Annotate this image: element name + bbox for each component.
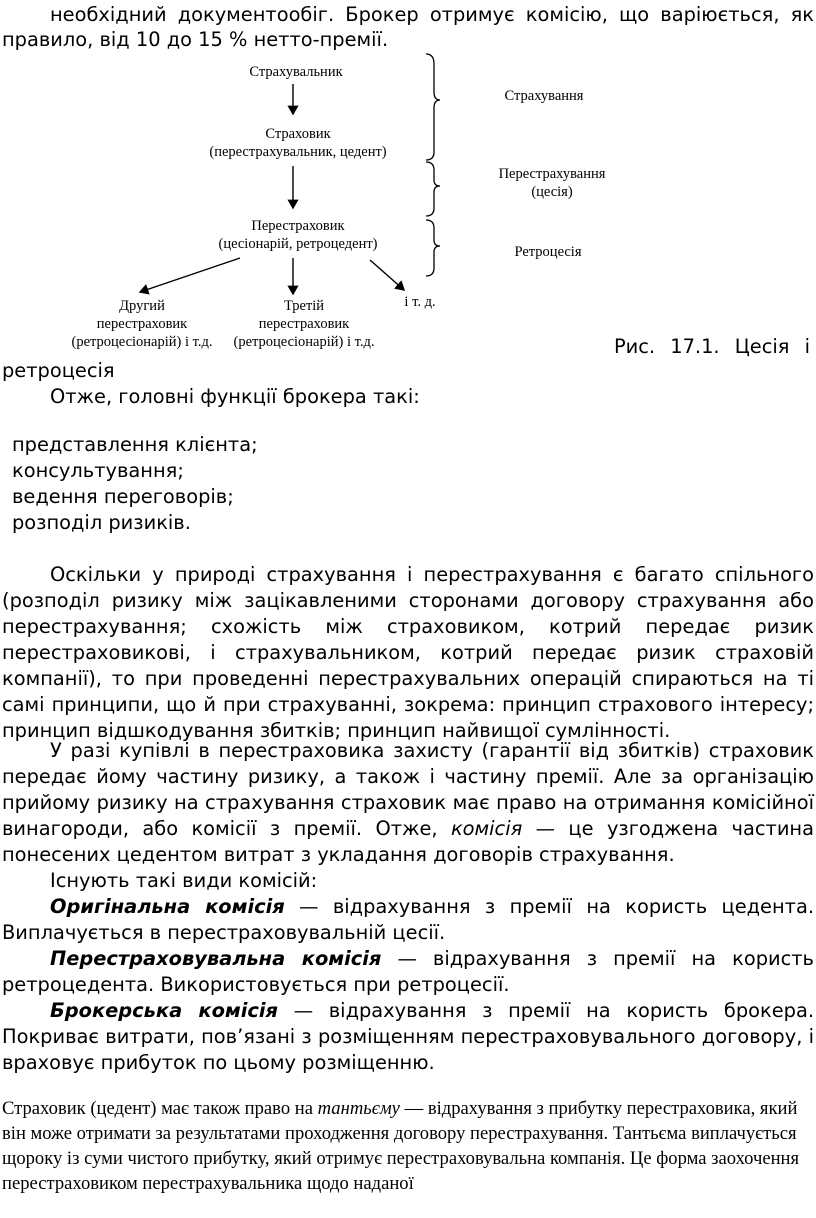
node-second-l2: перестраховик <box>96 316 188 332</box>
label-insurance: Страхування <box>504 88 584 104</box>
commission-type-original: Оригінальна комісія — відрахування з премії на користь цедента. Виплачується в перестраховувальній цесії. <box>2 895 814 944</box>
brace-reinsurance <box>426 162 440 216</box>
node-third-l1: Третій <box>283 298 325 314</box>
intro-line-1: необхідний документообіг. Брокер отримує комісію, що варіюється, як <box>50 3 814 26</box>
label-cession: (цесія) <box>531 184 573 200</box>
node-reinsurer-subtitle: (цесіонарій, ретроцедент) <box>218 236 378 252</box>
figure-caption-continued: ретроцесія <box>2 359 115 382</box>
functions-intro: Отже, головні функції брокера такі: <box>50 385 420 408</box>
label-retrocession: Ретроцесія <box>514 244 582 260</box>
arrow-to-etc <box>370 260 404 290</box>
cession-diagram <box>0 48 816 360</box>
term-commission: комісія <box>450 817 523 840</box>
paragraph-tantieme: Страховик (цедент) має також право на тантьєму — відрахування з прибутку перестраховика, який він може отримати за результатами проходження договору перестрахування. Тантьєма виплачується щороку із суми чистого прибутку, який отримує перестраховувальна компанія. Це форма заохочення перестраховиком перестрахувальника щодо наданої <box>2 1098 800 1194</box>
brace-insurance <box>426 54 440 160</box>
broker-functions-list <box>12 432 258 536</box>
brace-retrocession <box>426 220 440 276</box>
commission-types-intro: Існують такі види комісій: <box>50 869 318 892</box>
node-third-l3: (ретроцесіонарій) і т.д. <box>233 334 375 350</box>
list-item: консультування; <box>12 459 184 482</box>
node-insurer-title: Страховик <box>265 126 331 142</box>
commission-type-broker: Брокерська комісія — відрахування з премії на користь брокера. Покриває витрати, пов’язані з розміщенням перестраховувального договору, і враховує прибуток по цьому розміщенню. <box>2 999 815 1074</box>
term-tantieme: тантьєму <box>317 1098 400 1119</box>
node-reinsurer-title: Перестраховик <box>251 218 345 234</box>
figure-caption: Рис. 17.1. Цесія і <box>613 335 810 358</box>
list-item: розподіл ризиків. <box>12 511 191 534</box>
node-second-l3: (ретроцесіонарій) і т.д. <box>71 334 213 350</box>
paragraph-commission: У разі купівлі в перестраховика захисту (гарантії від збитків) страховик передає йому частину ризику, а також і частину премії. Але за організацію прийому ризику на страхування страховик має право на отримання комісійної винагороди, або комісії з премії. Отже, комісія — це узгоджена частина понесених цедентом витрат з укладання договорів страхування. <box>2 739 814 866</box>
commission-type-reinsurance: Перестраховувальна комісія — відрахування з премії на користь ретроцедента. Використовується при ретроцесії. <box>2 947 814 996</box>
list-item: ведення переговорів; <box>12 485 234 508</box>
list-item: представлення клієнта; <box>12 433 258 456</box>
node-insurer-subtitle: (перестрахувальник, цедент) <box>209 144 387 160</box>
node-third-l2: перестраховик <box>258 316 350 332</box>
node-insured: Страхувальник <box>249 64 343 80</box>
intro-line-2: правило, від 10 до 15 % нетто-премії. <box>2 28 389 51</box>
paragraph-principles: Оскільки у природі страхування і перестрахування є багато спільного (розподіл ризику між зацікавленими сторонами договору страхування або перестрахування; схожість між страховиком, котрий передає ризик перестраховикові, і страхувальником, котрий передає ризик страховій компанії), то при проведенні перестрахувальних операцій спираються на ті самі принципи, що й при страхуванні, зокрема: принцип страхового інтересу; принцип відшкодування збитків; принцип найвищої сумлінності. <box>2 563 814 742</box>
node-second-l1: Другий <box>119 298 165 314</box>
arrow-to-second <box>140 258 240 292</box>
node-etc: і т. д. <box>404 294 436 310</box>
label-reinsurance: Перестрахування <box>498 166 606 182</box>
